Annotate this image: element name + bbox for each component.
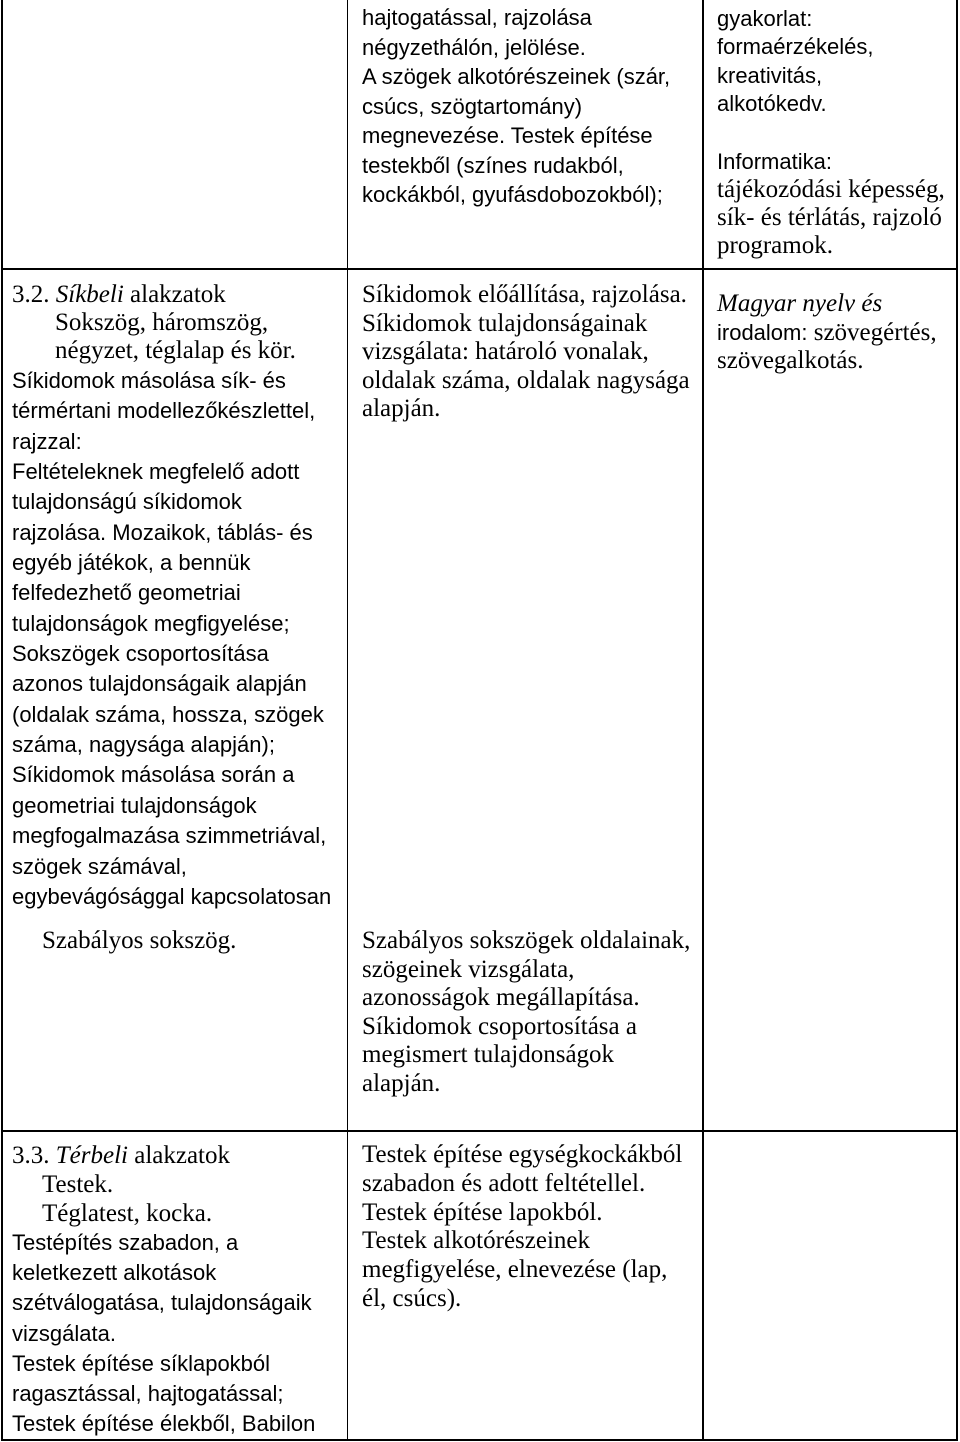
section-title: alakzatok	[130, 281, 226, 308]
text-line: Síkidomok csoportosítása a	[362, 1012, 637, 1040]
table-cell	[704, 270, 956, 1130]
section-title-italic: Síkbeli	[55, 281, 124, 308]
section-title: alakzatok	[134, 1142, 230, 1169]
text-line: szétválogatása, tulajdonságaik	[12, 1290, 312, 1316]
topic-list	[55, 309, 296, 365]
text-line: Síkidomok másolása során a	[12, 762, 295, 788]
table-border-right	[956, 0, 958, 1441]
text-line: (oldalak száma, hossza, szögek	[12, 701, 324, 727]
text-line: Síkidomok előállítása, rajzolása.	[362, 281, 687, 308]
table-cell	[704, 0, 956, 268]
text-line: azonos tulajdonságaik alapján	[12, 671, 307, 697]
subject-label: Informatika:	[717, 149, 832, 174]
text-line: négyzet, téglalap és kör.	[55, 337, 296, 364]
text-line: ragasztással, hajtogatással;	[12, 1381, 284, 1407]
text-line: alapján.	[362, 395, 441, 422]
text-line: Síkidomok másolása sík- és	[12, 368, 286, 393]
text-line: Téglatest, kocka.	[42, 1200, 213, 1227]
text-line: száma, nagysága alapján);	[12, 732, 275, 758]
text-line: csúcs, szögtartomány)	[362, 93, 583, 119]
section-title-italic: Térbeli	[55, 1142, 128, 1169]
table-cell	[3, 270, 346, 1130]
text-line: Feltételeknek megfelelő adott	[12, 459, 300, 485]
text-line: Testek.	[42, 1171, 114, 1198]
table-cell-empty	[704, 1132, 956, 1439]
text-line: szövegalkotás.	[717, 347, 864, 374]
cell-text	[717, 176, 945, 260]
text-line: felfedezhető geometriai	[12, 580, 241, 606]
text-line: megfigyelése, elnevezése (lap,	[362, 1256, 668, 1284]
text-line: Testek építése lapokból.	[362, 1198, 603, 1226]
section-heading	[12, 1141, 230, 1170]
cell-text	[12, 366, 331, 912]
text-line: formaérzékelés,	[717, 34, 874, 60]
text-line: egyéb játékok, a bennük	[12, 550, 251, 576]
text-line: tájékozódási képesség,	[717, 176, 945, 203]
text-line: testekből (színes rudakból,	[362, 152, 624, 178]
text-line: hajtogatással, rajzolása	[362, 5, 592, 30]
topic-label: Szabályos sokszög.	[42, 927, 237, 954]
text-line: sík- és térlátás, rajzoló	[717, 204, 942, 231]
text-line: vizsgálata: határoló vonalak,	[362, 338, 649, 365]
text-line: vizsgálata.	[12, 1320, 116, 1346]
text-line: rajzolása. Mozaikok, táblás- és	[12, 519, 313, 545]
cell-text	[717, 290, 937, 376]
table-cell-empty	[3, 0, 346, 268]
text-line: alkotókedv.	[717, 90, 827, 116]
subject-label-italic: Magyar nyelv és	[717, 290, 883, 317]
text-line: Testek építése síklapokból	[12, 1350, 271, 1376]
text-line: kreativitás,	[717, 62, 823, 88]
text-line: gyakorlat:	[717, 6, 813, 31]
text-line: oldalak száma, oldalak nagysága	[362, 366, 690, 394]
text-line: megfogalmazása szimmetriával,	[12, 823, 327, 849]
table-cell	[348, 0, 702, 268]
text-line: keletkezett alkotások	[12, 1260, 217, 1286]
text-line: Testépítés szabadon, a	[12, 1230, 239, 1255]
table-cell	[348, 270, 702, 1130]
cell-text	[12, 1228, 315, 1439]
text-line: szögek számával,	[12, 853, 187, 879]
text-line: rajzzal:	[12, 428, 82, 454]
text-line: megnevezése. Testek építése	[362, 123, 653, 148]
cell-text	[717, 5, 874, 118]
text-line: Testek építése élekből, Babilon	[12, 1411, 316, 1437]
topic-list	[42, 1170, 212, 1228]
cell-text	[362, 927, 690, 1099]
text-line: programok.	[717, 232, 833, 259]
text-line: kockákból, gyufásdobozokból);	[362, 182, 663, 207]
section-number: 3.2.	[12, 281, 50, 308]
table-cell	[3, 1132, 346, 1439]
text-line	[717, 319, 937, 348]
text-line: tulajdonságok megfigyelése;	[12, 610, 290, 636]
text-line: Síkidomok tulajdonságainak	[362, 309, 648, 337]
section-number: 3.3.	[12, 1142, 50, 1169]
text-line: Szabályos sokszögek oldalainak,	[362, 927, 691, 954]
subject-label: irodalom:	[717, 319, 808, 345]
text-line: szabadon és adott feltétellel.	[362, 1169, 646, 1197]
text-line: Sokszögek csoportosítása	[12, 641, 269, 667]
section-heading	[12, 281, 226, 309]
text-line: azonosságok megállapítása.	[362, 984, 640, 1012]
text-line: él, csúcs).	[362, 1284, 462, 1312]
text-line: A szögek alkotórészeinek (szár,	[362, 64, 671, 89]
text-line: térmértani modellezőkészlettel,	[12, 398, 316, 424]
text-line: alapján.	[362, 1069, 441, 1097]
cell-text	[362, 3, 670, 210]
cell-text	[362, 1141, 682, 1314]
table-cell	[348, 1132, 702, 1439]
text-line: Sokszög, háromszög,	[55, 309, 269, 336]
text-line: geometriai tulajdonságok	[12, 792, 257, 818]
text-line: tulajdonságú síkidomok	[12, 489, 242, 515]
text-line: Testek alkotórészeinek	[362, 1227, 591, 1255]
cell-text	[362, 281, 690, 424]
text-line: négyzethálón, jelölése.	[362, 34, 586, 60]
text-line: Testek építése egységkockákból	[362, 1141, 683, 1168]
text-line: szögeinek vizsgálata,	[362, 955, 575, 983]
text-line: egybevágósággal kapcsolatosan	[12, 883, 332, 909]
text-segment: szövegértés,	[813, 318, 937, 346]
text-line: megismert tulajdonságok	[362, 1041, 615, 1069]
